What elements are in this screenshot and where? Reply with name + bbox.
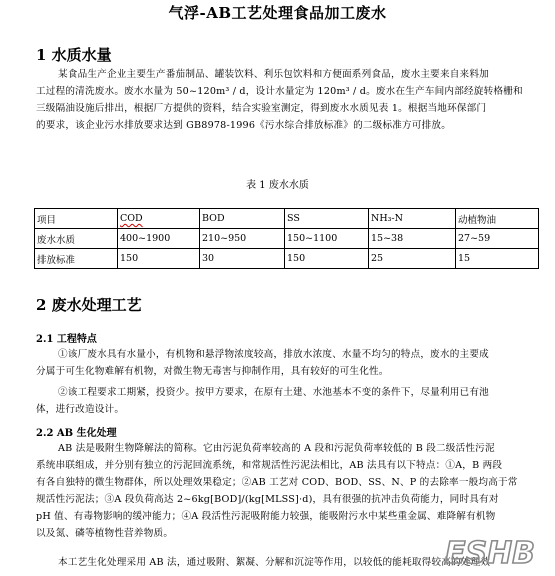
paragraph-line: 三级隔油设施后排出，根据厂方提供的资料，结合实验室测定，得到废水水质见表 1。根据当地环保部门 (36, 103, 487, 114)
subsection-heading-project-features: 2.1 工程特点 (36, 334, 97, 345)
table-header-cell: SS (285, 209, 369, 229)
table-cell: 15 (456, 249, 539, 269)
paragraph-line: 的要求，该企业污水排放要求达到 GB8978-1996《污水综合排放标准》的二级标准方可排放。 (36, 120, 452, 131)
paragraph-water-quality (36, 66, 523, 134)
watermark-text: ESHB (444, 536, 536, 571)
paragraph-line: ①该厂废水具有水量小，有机物和悬浮物浓度较高，排放水浓度、水量不均匀的特点，废水的主要成 (58, 349, 489, 360)
table-cell: 150~1100 (285, 229, 369, 249)
table-cell: 27~59 (456, 229, 539, 249)
paragraph-line: 系统串联组成，并分别有独立的污泥回流系统，和常规活性污泥法相比，AB 法具有以下特点：①A，B 两段 (36, 460, 503, 471)
water-quality-table (34, 208, 539, 269)
table-header-cell: 项目 (35, 209, 118, 229)
paragraph-line: AB 法是吸附生物降解法的简称。它由污泥负荷率较高的 A 段和污泥负荷率较低的 B 段二级活性污泥 (58, 443, 495, 454)
paragraph-line: 规活性污泥法；③A 段负荷高达 2~6kg[BOD]/(kg[MLSS]·d)，具有很强的抗冲击负荷能力，同时具有对 (36, 494, 499, 505)
table-cell: 25 (369, 249, 456, 269)
paragraph-line: ②该工程要求工期紧，投资少。按甲方要求，在原有土建、水池基本不变的条件下，尽量利用已有池 (58, 387, 489, 398)
paragraph-feature-two (36, 384, 489, 418)
table-cell: 150 (118, 249, 200, 269)
subsection-heading-ab-process: 2.2 AB 生化处理 (36, 428, 117, 439)
table-header-cell: 动植物油 (456, 209, 539, 229)
table-row (35, 249, 539, 269)
table-cell: 400~1900 (118, 229, 200, 249)
paragraph-ab-application (36, 554, 490, 571)
table-header-cell: COD (118, 209, 200, 229)
site-watermark-logo (431, 532, 549, 572)
table-cell: 15~38 (369, 229, 456, 249)
paragraph-line: 以及氮、磷等植物性营养物质。 (36, 528, 174, 539)
paragraph-ab-process (36, 440, 518, 542)
table-cell: 排放标准 (35, 249, 118, 269)
paragraph-line: 体，进行改造设计。 (36, 404, 125, 415)
table-cell: 30 (200, 249, 285, 269)
paragraph-line: 分属于可生化物难解有机物，对微生物无毒害与抑制作用，具有较好的可生化性。 (36, 366, 389, 377)
paragraph-feature-one (36, 346, 489, 380)
section-heading-treatment-process: 2 废水处理工艺 (36, 296, 142, 314)
paragraph-line: 有各自独特的微生物群体，所以处理效果稳定；②AB 工艺对 COD、BOD、SS、N、P 的去除率一般均高于常 (36, 477, 518, 488)
table-row (35, 229, 539, 249)
table-caption: 表 1 废水水质 (246, 180, 309, 191)
table-cell: 210~950 (200, 229, 285, 249)
table-cell: 150 (285, 249, 369, 269)
section-heading-water-quality: 1 水质水量 (36, 46, 112, 64)
table-cell: 废水水质 (35, 229, 118, 249)
paragraph-line: 本工艺生化处理采用 AB 法，通过吸附、絮凝、分解和沉淀等作用，以较低的能耗取得较高的处理效 (58, 557, 491, 568)
document-title: 气浮-AB工艺处理食品加工废水 (168, 4, 387, 22)
table-header-cell: NH₃-N (369, 209, 456, 229)
paragraph-line: pH 值、有毒物影响的缓冲能力；④A 段活性污泥吸附能力较强，能吸附污水中某些重金属、难降解有机物 (36, 511, 496, 522)
paragraph-line: 某食品生产企业主要生产番茄制品、罐装饮料、利乐包饮料和方便面系列食品，废水主要来自来料加 (58, 69, 489, 80)
table-header-cell: BOD (200, 209, 285, 229)
table-header-row (35, 209, 539, 229)
paragraph-line: 工过程的清洗废水。废水水量为 50~120m³ / d，设计水量定为 120m³ / d。废水在生产车间内部经旋转格栅和 (36, 86, 523, 97)
